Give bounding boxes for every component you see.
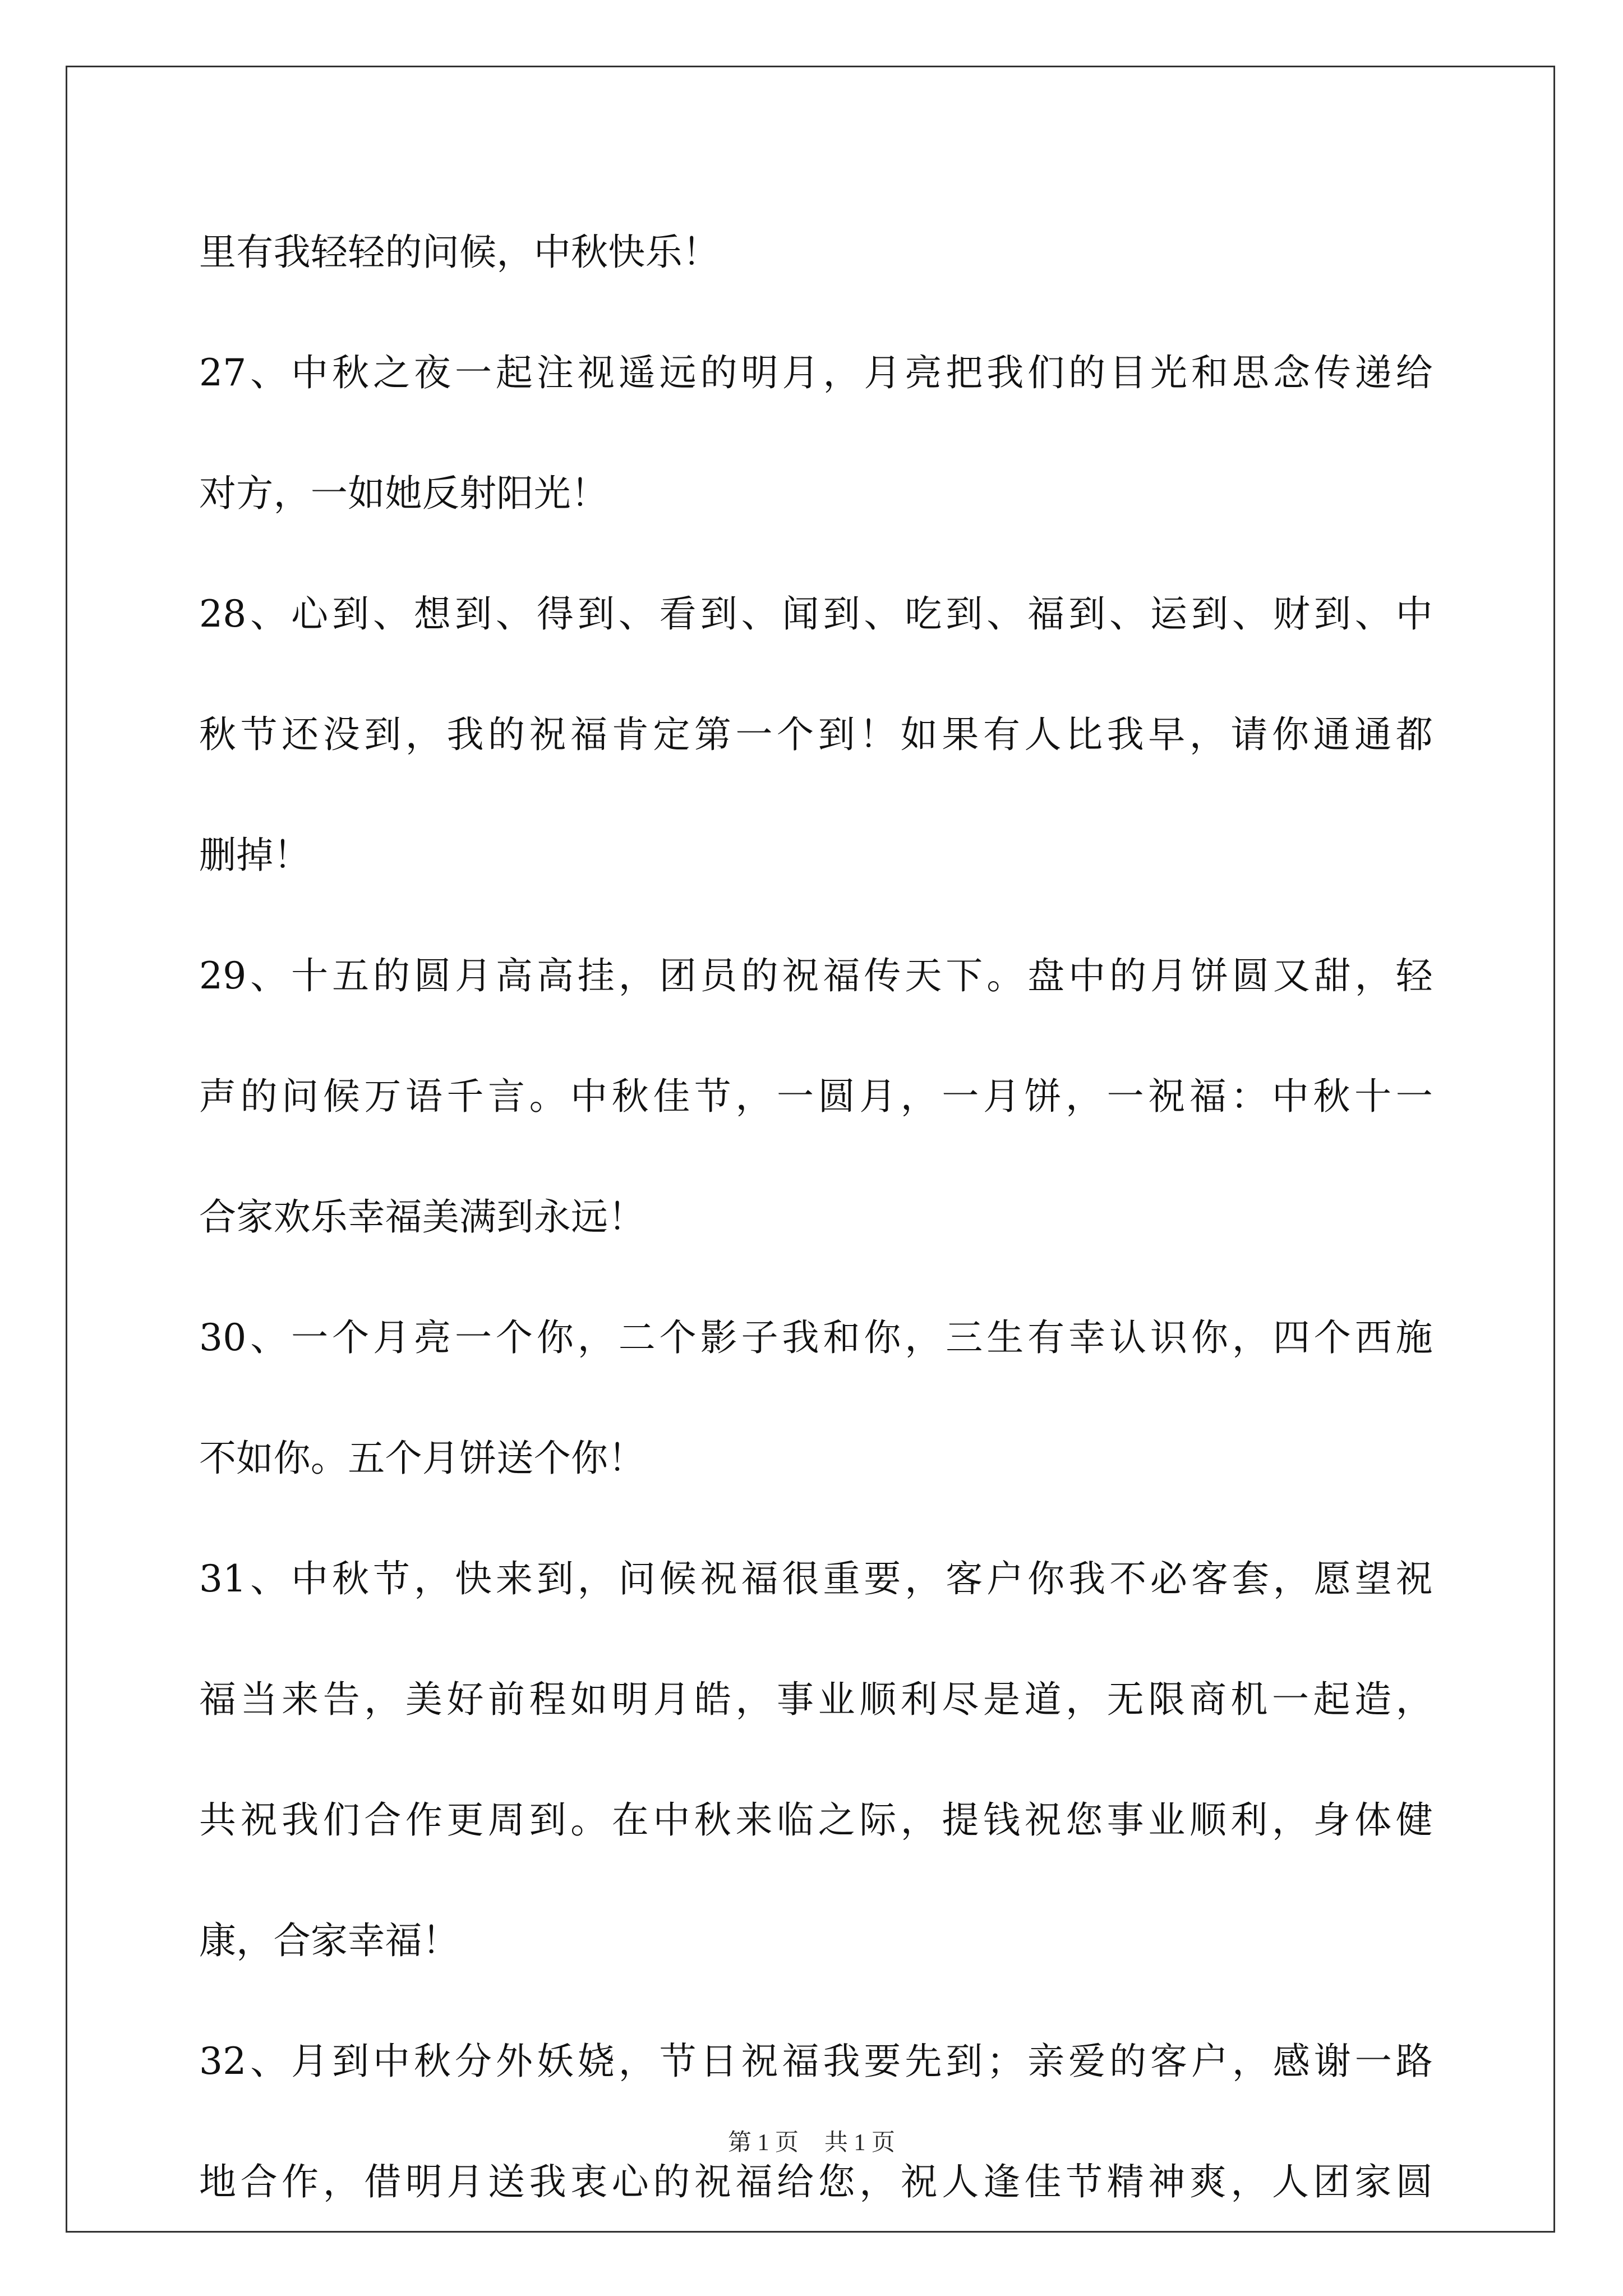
text-line: 27、中秋之夜一起注视遥远的明月，月亮把我们的目光和思念传递给 xyxy=(199,351,1433,394)
text-line: 福当来告，美好前程如明月皓，事业顺利尽是道，无限商机一起造， xyxy=(199,1678,1433,1721)
text-line: 30、一个月亮一个你，二个影子我和你，三生有幸认识你，四个西施 xyxy=(199,1316,1433,1359)
text-line: 里有我轻轻的问候，中秋快乐！ xyxy=(199,231,720,274)
text-line: 声的问候万语千言。中秋佳节，一圆月，一月饼，一祝福：中秋十一 xyxy=(199,1075,1433,1118)
text-line: 对方，一如她反射阳光！ xyxy=(199,472,608,515)
text-line: 29、十五的圆月高高挂，团员的祝福传天下。盘中的月饼圆又甜，轻 xyxy=(199,954,1433,997)
page-number-current: 第 1 页 xyxy=(727,2130,799,2156)
text-line: 不如你。五个月饼送个你！ xyxy=(199,1437,645,1480)
text-line: 康，合家幸福！ xyxy=(199,1919,460,1962)
text-line: 地合作，借明月送我衷心的祝福给您，祝人逢佳节精神爽，人团家圆 xyxy=(199,2160,1433,2203)
text-line: 共祝我们合作更周到。在中秋来临之际，提钱祝您事业顺利，身体健 xyxy=(199,1798,1433,1842)
text-line: 28、心到、想到、得到、看到、闻到、吃到、福到、运到、财到、中 xyxy=(199,592,1433,636)
page-footer xyxy=(0,2126,1623,2160)
page-number-total: 共 1 页 xyxy=(824,2130,896,2156)
text-line: 32、月到中秋分外妖娆，节日祝福我要先到；亲爱的客户，感谢一路 xyxy=(199,2040,1433,2083)
text-line: 31、中秋节，快来到，问候祝福很重要，客户你我不必客套，愿望祝 xyxy=(199,1557,1433,1600)
text-line: 秋节还没到，我的祝福肯定第一个到！如果有人比我早，请你通通都 xyxy=(199,713,1433,756)
text-line: 合家欢乐幸福美满到永远！ xyxy=(199,1195,645,1239)
text-line: 删掉！ xyxy=(199,834,311,877)
